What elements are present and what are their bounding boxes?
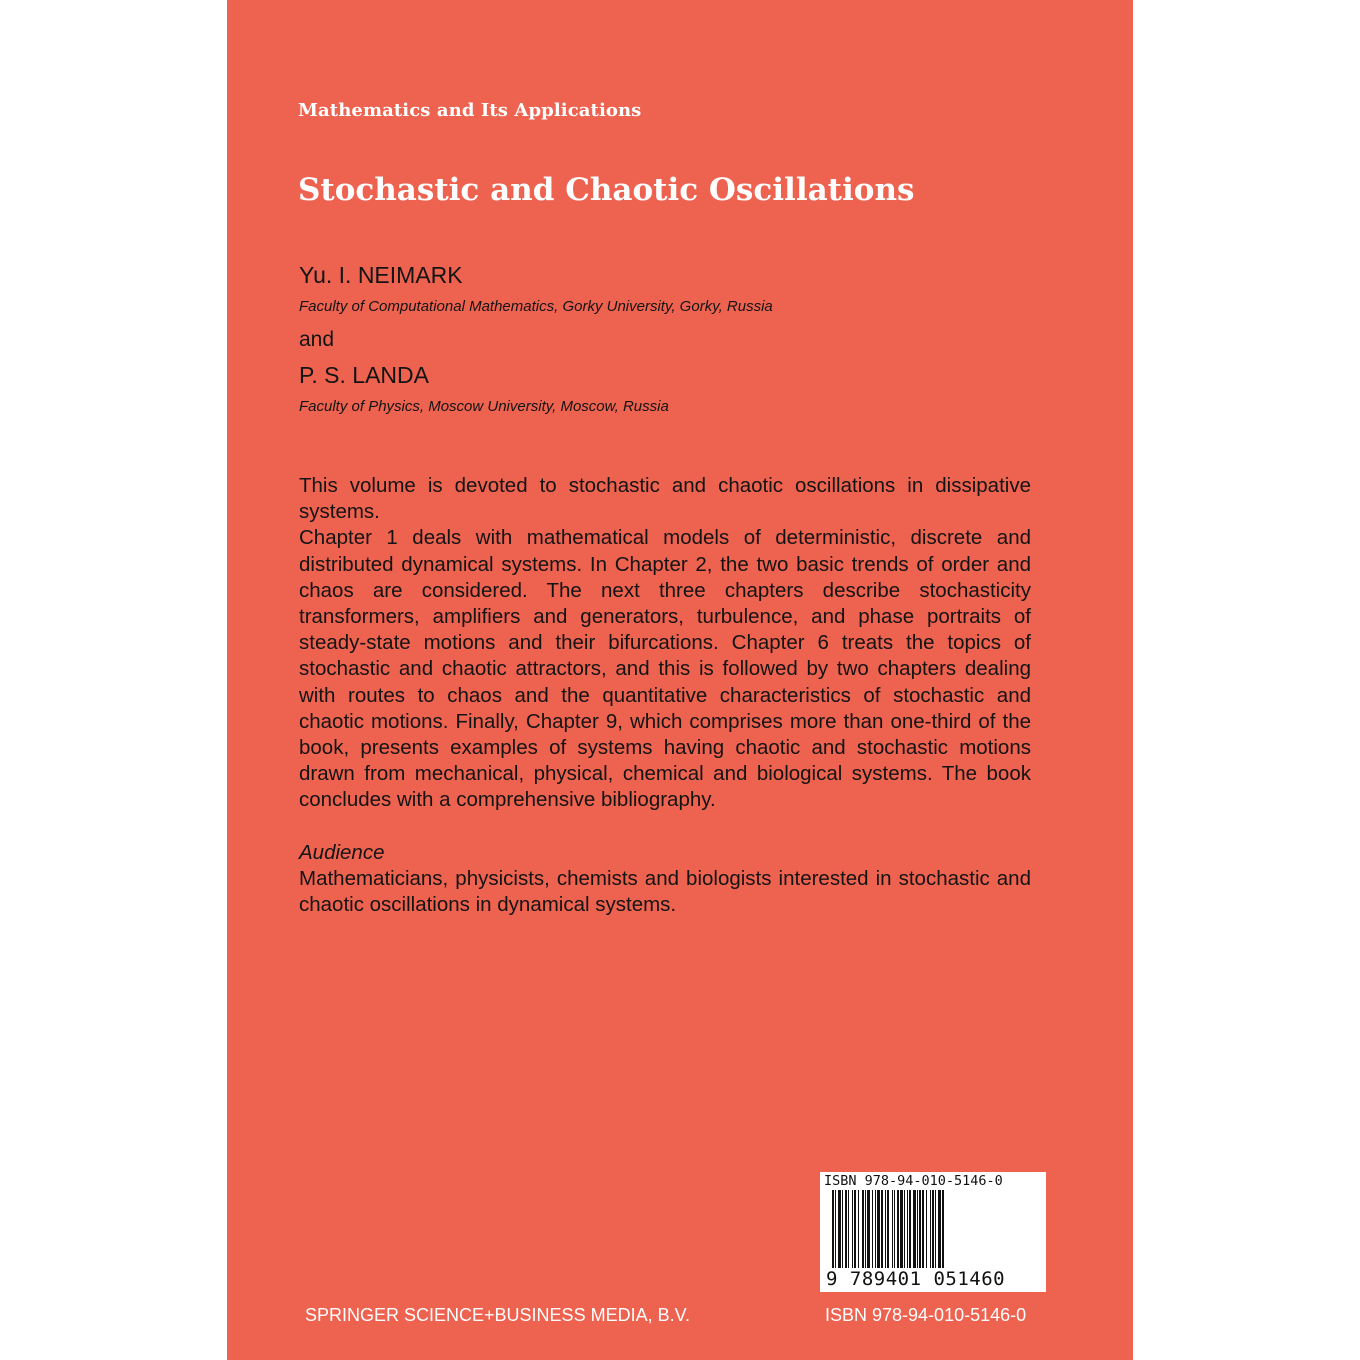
- author-2: P. S. LANDA: [299, 362, 429, 388]
- barcode: [820, 1172, 1046, 1292]
- audience-heading: Audience: [299, 840, 385, 864]
- author-conjunction: and: [299, 328, 335, 351]
- series-title: Mathematics and Its Applications: [298, 100, 642, 121]
- audience-text: Mathematicians, physicists, chemists and biologists interested in stochastic and chaotic oscillations in dynamical systems.: [299, 866, 1031, 917]
- book-title: Stochastic and Chaotic Oscillations: [298, 172, 915, 208]
- description: [299, 473, 1031, 918]
- author-1: Yu. I. NEIMARK: [299, 262, 463, 288]
- affiliation-2: Faculty of Physics, Moscow University, Moscow, Russia: [299, 398, 669, 415]
- description-intro: This volume is devoted to stochastic and chaotic oscillations in dissipative systems.: [299, 474, 1031, 524]
- barcode-isbn-label: ISBN 978-94-010-5146-0: [824, 1173, 1003, 1189]
- publisher-name: SPRINGER SCIENCE+BUSINESS MEDIA, B.V.: [305, 1305, 690, 1325]
- description-chapters: Chapter 1 deals with mathematical models of deterministic, discrete and distributed dynamical systems. In Chapter 2, the two basic trends of order and chaos are considered. The next three chapters describe stochasticity transformers, amplifiers and generators, turbulence, and phase portraits of steady-state motions and their bifurcations. Chapter 6 treats the topics of stochastic and chaotic attractors, and this is followed by two chapters dealing with routes to chaos and the quantitative characteristics of stochastic and chaotic motions. Finally, Chapter 9, which comprises more than one-third of the book, presents examples of systems having chaotic and stochastic motions drawn from mechanical, physical, chemical and biological systems. The book concludes with a comprehensive bibliography.: [299, 526, 1031, 812]
- book-back-cover: [227, 0, 1133, 1360]
- isbn-footer: ISBN 978-94-010-5146-0: [825, 1305, 1027, 1325]
- barcode-digits: 9 789401 051460: [826, 1268, 1006, 1290]
- affiliation-1: Faculty of Computational Mathematics, Gorky University, Gorky, Russia: [299, 298, 773, 315]
- barcode-bars: [832, 1190, 1032, 1274]
